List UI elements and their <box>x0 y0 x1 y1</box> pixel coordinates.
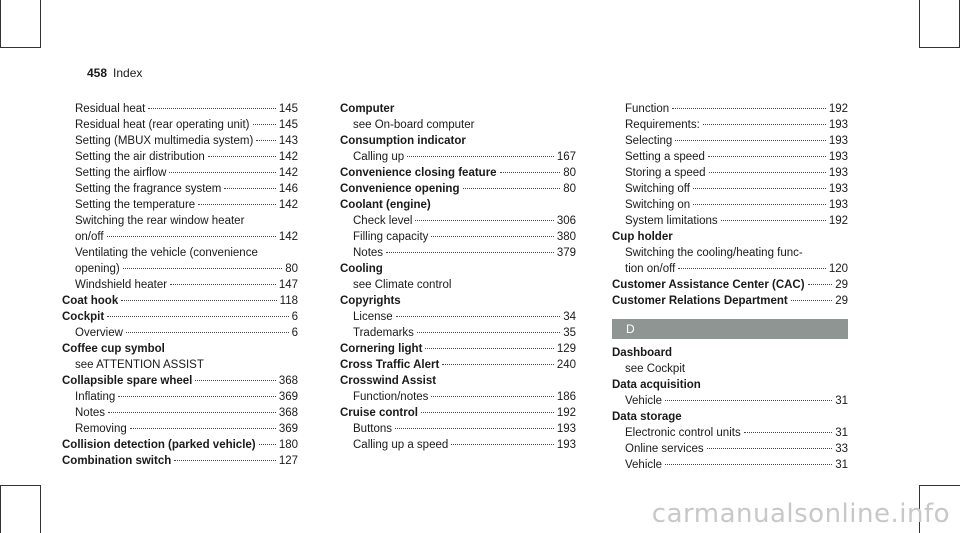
page-reference[interactable]: 145 <box>278 119 298 131</box>
entry-text: Computer <box>340 103 395 115</box>
leader-dots <box>808 284 833 285</box>
index-column-1 <box>62 101 298 469</box>
entry-text: Vehicle <box>625 459 663 471</box>
entry-text: Buttons <box>353 423 392 435</box>
entry-text: Storing a speed <box>625 167 706 179</box>
index-entry <box>612 229 848 245</box>
entry-text: Dashboard <box>612 347 673 359</box>
leader-dots <box>195 380 275 381</box>
index-entry[interactable] <box>62 309 298 325</box>
entry-text: Convenience closing feature <box>340 167 497 179</box>
index-entry[interactable] <box>62 373 298 389</box>
leader-dots <box>121 300 276 301</box>
leader-dots <box>395 428 554 429</box>
leader-dots <box>224 188 275 189</box>
entry-text: Trademarks <box>353 327 414 339</box>
leader-dots <box>198 204 276 205</box>
leader-dots <box>672 108 826 109</box>
index-subentry[interactable] <box>612 165 848 181</box>
leader-dots <box>431 236 553 237</box>
index-subentry[interactable] <box>612 457 848 473</box>
page-reference[interactable]: 180 <box>278 439 298 451</box>
leader-dots <box>170 284 276 285</box>
crop-mark <box>40 0 41 48</box>
entry-text: Customer Relations Department <box>612 295 788 307</box>
leader-dots <box>451 444 554 445</box>
entry-text: Coat hook <box>62 295 119 307</box>
entry-text: Cooling <box>340 263 383 275</box>
entry-text: Crosswind Assist <box>340 375 437 387</box>
page-reference[interactable]: 29 <box>835 295 848 307</box>
leader-dots <box>386 252 554 253</box>
index-subentry[interactable] <box>612 181 848 197</box>
index-subentry[interactable] <box>612 393 848 409</box>
leader-dots <box>693 188 826 189</box>
entry-text: Coffee cup symbol <box>62 343 165 355</box>
entry-text: Switching on <box>625 199 691 211</box>
entry-text: see Climate control <box>353 279 452 291</box>
page-reference[interactable]: 379 <box>556 247 576 259</box>
entry-text: see ATTENTION ASSIST <box>75 359 204 371</box>
page-reference[interactable]: 35 <box>563 327 576 339</box>
leader-dots <box>708 156 826 157</box>
entry-text: Check level <box>353 215 413 227</box>
index-subentry[interactable] <box>612 213 848 229</box>
index-subentry <box>340 117 576 133</box>
crop-mark <box>0 47 40 48</box>
crop-mark <box>919 47 960 48</box>
index-subentry[interactable] <box>612 197 848 213</box>
entry-text: Online services <box>625 443 704 455</box>
leader-dots <box>123 268 282 269</box>
crop-mark <box>0 485 1 533</box>
leader-dots <box>707 448 833 449</box>
entry-text: Setting the airflow <box>75 167 167 179</box>
leader-dots <box>442 364 554 365</box>
index-subentry[interactable] <box>62 165 298 181</box>
entry-text: Setting a speed <box>625 151 705 163</box>
index-entry <box>340 293 576 309</box>
index-subentry[interactable] <box>340 389 576 405</box>
index-subentry[interactable] <box>62 133 298 149</box>
leader-dots <box>791 300 832 301</box>
page-reference[interactable]: 147 <box>278 279 298 291</box>
entry-text: License <box>353 311 393 323</box>
page-reference[interactable]: 193 <box>556 439 576 451</box>
leader-dots <box>126 332 289 333</box>
entry-text: Electronic control units <box>625 427 741 439</box>
page-reference[interactable]: 6 <box>291 327 298 339</box>
entry-text: Windshield heater <box>75 279 168 291</box>
leader-dots <box>396 316 561 317</box>
leader-dots <box>415 220 553 221</box>
page-reference[interactable]: 306 <box>556 215 576 227</box>
leader-dots <box>407 156 554 157</box>
entry-text: Collision detection (parked vehicle) <box>62 439 256 451</box>
entry-text: Cockpit <box>62 311 105 323</box>
page-reference[interactable]: 31 <box>835 459 848 471</box>
leader-dots <box>253 124 276 125</box>
index-subentry <box>62 245 298 261</box>
page-reference[interactable]: 129 <box>556 343 576 355</box>
page-reference[interactable]: 80 <box>563 183 576 195</box>
entry-text: Calling up <box>353 151 405 163</box>
page-reference[interactable]: 142 <box>278 199 298 211</box>
index-entry <box>340 133 576 149</box>
leader-dots <box>174 460 276 461</box>
index-entry[interactable] <box>340 405 576 421</box>
entry-text: System limitations <box>625 215 718 227</box>
entry-text: Cup holder <box>612 231 673 243</box>
entry-text: Notes <box>353 247 384 259</box>
leader-dots <box>107 316 288 317</box>
entry-text: Data acquisition <box>612 379 701 391</box>
leader-dots <box>421 412 554 413</box>
page-reference[interactable]: 80 <box>563 167 576 179</box>
entry-text: Consumption indicator <box>340 135 466 147</box>
watermark: carmanualsonline.info <box>651 499 950 529</box>
page-reference[interactable]: 193 <box>828 119 848 131</box>
index-entry[interactable] <box>612 277 848 293</box>
index-subentry[interactable] <box>62 261 298 277</box>
leader-dots <box>431 396 553 397</box>
index-subentry[interactable] <box>62 101 298 117</box>
entry-text: Calling up a speed <box>353 439 449 451</box>
leader-dots <box>665 464 832 465</box>
index-subentry[interactable] <box>62 389 298 405</box>
index-entry <box>340 373 576 389</box>
index-subentry[interactable] <box>62 181 298 197</box>
index-subentry <box>62 213 298 229</box>
entry-text: on/off <box>75 231 104 243</box>
entry-text: Combination switch <box>62 455 172 467</box>
index-subentry[interactable] <box>340 245 576 261</box>
leader-dots <box>500 172 561 173</box>
index-subentry[interactable] <box>612 117 848 133</box>
leader-dots <box>417 332 560 333</box>
crop-mark <box>0 0 1 48</box>
page-reference[interactable]: 118 <box>279 295 298 307</box>
entry-text: Data storage <box>612 411 682 423</box>
page-number: 458 <box>87 66 108 80</box>
page-reference[interactable]: 192 <box>556 407 576 419</box>
index-subentry[interactable] <box>62 421 298 437</box>
index-entry <box>62 341 298 357</box>
leader-dots <box>107 236 276 237</box>
page-reference[interactable]: 142 <box>278 167 298 179</box>
leader-dots <box>130 428 276 429</box>
page-reference[interactable]: 193 <box>828 199 848 211</box>
page-reference[interactable]: 142 <box>278 151 298 163</box>
crop-mark <box>0 485 40 486</box>
index-entry <box>340 197 576 213</box>
index-subentry[interactable] <box>340 325 576 341</box>
leader-dots <box>463 188 561 189</box>
entry-text: Requirements: <box>625 119 700 131</box>
entry-text: tion on/off <box>625 263 676 275</box>
index-subentry[interactable] <box>62 197 298 213</box>
entry-text: Cross Traffic Alert <box>340 359 440 371</box>
index-entry[interactable] <box>340 181 576 197</box>
entry-text: Customer Assistance Center (CAC) <box>612 279 805 291</box>
page-reference[interactable]: 192 <box>828 215 848 227</box>
leader-dots <box>665 400 832 401</box>
entry-text: Overview <box>75 327 123 339</box>
index-subentry[interactable] <box>340 421 576 437</box>
index-subentry[interactable] <box>612 425 848 441</box>
entry-text: Selecting <box>625 135 673 147</box>
page-reference[interactable]: 33 <box>835 443 848 455</box>
index-subentry[interactable] <box>62 277 298 293</box>
page-reference[interactable]: 369 <box>278 391 298 403</box>
index-subentry[interactable] <box>612 261 848 277</box>
index-entry <box>612 377 848 393</box>
entry-text: opening) <box>75 263 120 275</box>
page-reference[interactable]: 31 <box>835 427 848 439</box>
index-subentry[interactable] <box>340 437 576 453</box>
page-reference[interactable]: 368 <box>278 375 298 387</box>
index-subentry[interactable] <box>62 117 298 133</box>
page-reference[interactable]: 80 <box>285 263 298 275</box>
index-subentry[interactable] <box>612 441 848 457</box>
entry-text: Setting the fragrance system <box>75 183 222 195</box>
page-reference[interactable]: 240 <box>556 359 576 371</box>
index-entry[interactable] <box>62 437 298 453</box>
page-reference[interactable]: 380 <box>556 231 576 243</box>
entry-text: Switching the rear window heater <box>75 215 245 227</box>
entry-text: Residual heat (rear operating unit) <box>75 119 250 131</box>
index-entry[interactable] <box>612 293 848 309</box>
entry-text: Residual heat <box>75 103 146 115</box>
index-entry <box>340 261 576 277</box>
entry-text: Cornering light <box>340 343 423 355</box>
leader-dots <box>703 124 826 125</box>
index-subentry[interactable] <box>62 229 298 245</box>
index-entry <box>612 345 848 361</box>
index-entry <box>612 409 848 425</box>
index-subentry[interactable] <box>340 229 576 245</box>
page-reference[interactable]: 186 <box>556 391 576 403</box>
page-header <box>87 66 142 80</box>
entry-text: Collapsible spare wheel <box>62 375 193 387</box>
page-reference[interactable]: 167 <box>556 151 576 163</box>
index-subentry[interactable] <box>62 149 298 165</box>
section-title: Index <box>113 66 143 80</box>
page-reference[interactable]: 34 <box>563 311 576 323</box>
index-entry[interactable] <box>340 341 576 357</box>
page-reference[interactable]: 31 <box>835 395 848 407</box>
index-entry[interactable] <box>340 165 576 181</box>
index-entry <box>340 101 576 117</box>
page-reference[interactable]: 6 <box>291 311 298 323</box>
index-subentry[interactable] <box>612 149 848 165</box>
index-subentry[interactable] <box>612 101 848 117</box>
entry-text: Notes <box>75 407 106 419</box>
leader-dots <box>169 172 275 173</box>
crop-mark <box>40 485 41 533</box>
index-subentry[interactable] <box>340 309 576 325</box>
entry-text: Copyrights <box>340 295 401 307</box>
index-subentry[interactable] <box>62 405 298 421</box>
page-reference[interactable]: 193 <box>828 167 848 179</box>
leader-dots <box>721 220 826 221</box>
page-reference[interactable]: 29 <box>835 279 848 291</box>
leader-dots <box>256 140 276 141</box>
page-reference[interactable]: 120 <box>828 263 848 275</box>
crop-mark <box>919 485 960 486</box>
page-reference[interactable]: 368 <box>278 407 298 419</box>
page-reference[interactable]: 146 <box>278 183 298 195</box>
page-reference[interactable]: 142 <box>278 231 298 243</box>
leader-dots <box>259 444 276 445</box>
entry-text: Convenience opening <box>340 183 460 195</box>
leader-dots <box>675 140 826 141</box>
entry-text: Inflating <box>75 391 116 403</box>
leader-dots <box>744 432 833 433</box>
page-reference[interactable]: 145 <box>278 103 298 115</box>
entry-text: Setting (MBUX multimedia system) <box>75 135 254 147</box>
entry-text: Vehicle <box>625 395 663 407</box>
leader-dots <box>693 204 826 205</box>
crop-mark <box>919 0 920 48</box>
index-entry[interactable] <box>62 453 298 469</box>
index-subentry <box>340 277 576 293</box>
entry-text: Function <box>625 103 670 115</box>
entry-text: see On-board computer <box>353 119 475 131</box>
index-column-3 <box>612 101 848 473</box>
page-reference[interactable]: 193 <box>828 151 848 163</box>
index-subentry <box>612 245 848 261</box>
index-column-2 <box>340 101 576 453</box>
page-reference[interactable]: 193 <box>556 423 576 435</box>
entry-text: Removing <box>75 423 127 435</box>
index-entry[interactable] <box>340 357 576 373</box>
entry-text: Coolant (engine) <box>340 199 431 211</box>
index-subentry[interactable] <box>340 213 576 229</box>
leader-dots <box>118 396 276 397</box>
leader-dots <box>678 268 826 269</box>
leader-dots <box>208 156 276 157</box>
index-subentry <box>62 357 298 373</box>
entry-text: Switching the cooling/heating func- <box>625 247 803 259</box>
entry-text: see Cockpit <box>625 363 686 375</box>
leader-dots <box>425 348 553 349</box>
page-reference[interactable]: 193 <box>828 183 848 195</box>
index-subentry <box>612 361 848 377</box>
entry-text: Function/notes <box>353 391 429 403</box>
page-reference[interactable]: 192 <box>828 103 848 115</box>
index-subentry[interactable] <box>62 325 298 341</box>
entry-text: Switching off <box>625 183 690 195</box>
entry-text: Cruise control <box>340 407 418 419</box>
page-reference[interactable]: 127 <box>278 455 298 467</box>
page-reference[interactable]: 369 <box>278 423 298 435</box>
index-entry[interactable] <box>62 293 298 309</box>
leader-dots <box>148 108 275 109</box>
entry-text: Setting the temperature <box>75 199 196 211</box>
section-letter-header: D <box>612 319 848 339</box>
index-subentry[interactable] <box>340 149 576 165</box>
page-reference[interactable]: 193 <box>828 135 848 147</box>
index-subentry[interactable] <box>612 133 848 149</box>
page-reference[interactable]: 143 <box>278 135 298 147</box>
entry-text: Setting the air distribution <box>75 151 205 163</box>
entry-text: Filling capacity <box>353 231 429 243</box>
leader-dots <box>709 172 826 173</box>
leader-dots <box>108 412 276 413</box>
entry-text: Ventilating the vehicle (convenience <box>75 247 258 259</box>
